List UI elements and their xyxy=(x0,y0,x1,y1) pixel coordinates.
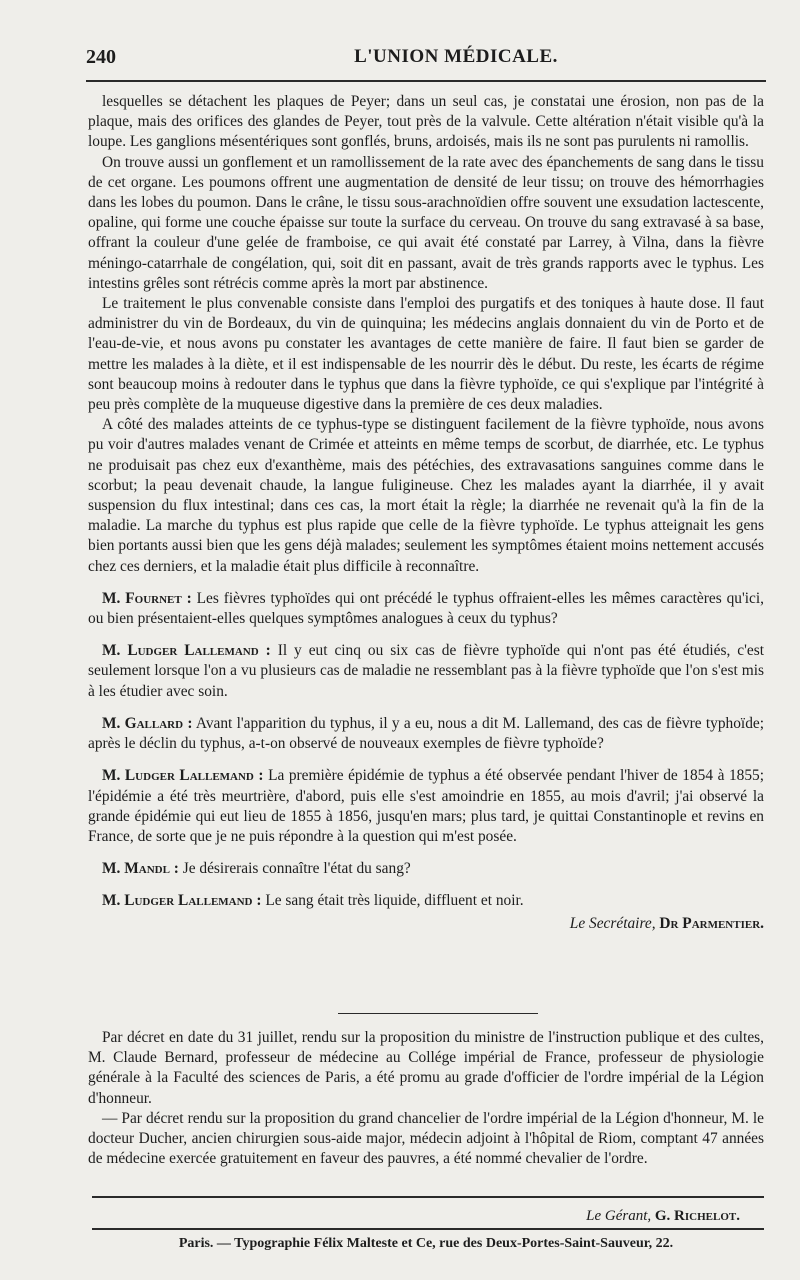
paragraph: lesquelles se détachent les plaques de Peyer; dans un seul cas, je constatai une érosion, non pas de la plaque, mais des orifices des glandes de Peyer, tout près de la valvule. Cette altération n'était visible qu'à la loupe. Les ganglions mésentériques sont gonflés, bruns, ardoisés, mais ils ne sont pas purulents ni ramollis. xyxy=(88,93,764,151)
page-number: 240 xyxy=(86,46,116,68)
journal-title: L'UNION MÉDICALE. xyxy=(354,46,558,67)
dialogue-text: Il y eut cinq ou six cas de fièvre typhoïde qui n'ont pas été étudiés, c'est seulement lorsque l'on a vu plusieurs cas de maladie ne ressemblant pas à la fièvre typhoïde que l'on s'est mis à les étudier avec soin. xyxy=(88,642,764,700)
speaker-name: M. Ludger Lallemand : xyxy=(102,642,271,660)
dialogue-entry xyxy=(88,714,764,754)
secretary-signature xyxy=(88,914,764,934)
speaker-name: M. Gallard : xyxy=(102,714,193,732)
dialogue-entry xyxy=(88,859,764,879)
gerant-name: G. Richelot. xyxy=(651,1208,740,1224)
dialogue-entry xyxy=(88,641,764,702)
decree-notices xyxy=(88,1028,764,1169)
speaker-name: M. Ludger Lallemand : xyxy=(102,767,264,785)
gerant-label: Le Gérant, xyxy=(586,1208,652,1224)
signature-role: Le Secrétaire, xyxy=(569,914,656,932)
gerant-line xyxy=(88,1208,740,1225)
dialogue-text: Je désirerais connaître l'état du sang? xyxy=(178,860,411,878)
header-rule xyxy=(86,80,766,82)
signature-name: Dr Parmentier. xyxy=(655,914,764,932)
dialogue-text: Le sang était très liquide, diffluent et noir. xyxy=(261,892,524,910)
paragraph: Le traitement le plus convenable consiste dans l'emploi des purgatifs et des toniques à haute dose. Il faut administrer du vin de Bordeaux, du vin de quinquina; les médecins anglais donnaient du vin de Porto et de l'eau-de-vie, et nous avons pu constater les avantages de cette manière de faire. Il faut bien se garder de mettre les malades à la diète, et il est indispensable de les nourrir dès le début. Du reste, les écarts de régime sont beaucoup moins à redouter dans le typhus que dans la fièvre typhoïde, ce qui s'explique par l'intégrité à peu près complète de la muqueuse digestive dans la première de ces deux maladies. xyxy=(88,295,764,414)
dialogue-text: Les fièvres typhoïdes qui ont précédé le typhus offraient-elles les mêmes caractères qu'ici, ou bien présentaient-elles quelques symptômes analogues à ceux du typhus? xyxy=(88,589,764,628)
dialogue-entry xyxy=(88,589,764,629)
decree-paragraph: Par décret en date du 31 juillet, rendu sur la proposition du ministre de l'instruction publique et des cultes, M. Claude Bernard, professeur de médecine au Collége impérial de France, professeur de physiologie générale à la Faculté des sciences de Paris, a été promu au grade d'officier de l'ordre impérial de la Légion d'honneur. xyxy=(88,1029,764,1107)
dialogue-entry xyxy=(88,891,764,911)
imprint-rule xyxy=(92,1228,764,1230)
speaker-name: M. Mandl : xyxy=(102,860,179,878)
decree-paragraph: — Par décret rendu sur la proposition du grand chancelier de l'ordre impérial de la Légion d'honneur, M. le docteur Ducher, ancien chirurgien sous-aide major, médecin adjoint à l'hôpital de Riom, comptant 47 années de médecine exercée gratuitement en faveur des pauvres, a été nommé chevalier de l'ordre. xyxy=(88,1109,764,1168)
article-body xyxy=(88,92,764,934)
dialogue-entry xyxy=(88,766,764,847)
dialogue-text: La première épidémie de typhus a été observée pendant l'hiver de 1854 à 1855; l'épidémie a été très meurtrière, d'abord, puis elle s'est amoindrie en 1855, au mois d'avril; j'ai observé la grande épidémie qui eut lieu de 1855 à 1856, jusqu'en mars; plus tard, je quittai Constantinople et revins en France, de sorte que je ne puis répondre à la question qui m'est posée. xyxy=(88,767,765,845)
speaker-name: M. Ludger Lallemand : xyxy=(102,892,262,910)
running-header xyxy=(86,44,766,74)
dialogue-text: Avant l'apparition du typhus, il y a eu, nous a dit M. Lallemand, des cas de fièvre typhoïde; après le déclin du typhus, a-t-on observé de nouveaux exemples de fièvre typhoïde? xyxy=(88,714,764,753)
speaker-name: M. Fournet : xyxy=(102,589,192,607)
paragraph: A côté des malades atteints de ce typhus-type se distinguent facilement de la fièvre typhoïde, nous avons pu voir d'autres malades venant de Crimée et atteints en même temps de scorbut, de diarrhée, etc. Le typhus ne produisait pas chez eux d'exanthème, mais des pétéchies, des extravasations sanguines comme dans le scorbut; la peau devenait chaude, la langue fuligineuse. Chez les malades ayant la diarrhée, il y avait suspension du flux intestinal; dans ces cas, la mort était la règle; la diarrhée ne revenait qu'à la fin de la maladie. La marche du typhus est plus rapide que celle de la fièvre typhoïde. Le typhus atteignait les gens bien portants aussi bien que les gens déjà malades; seulement les symptômes étaient moins nettement accusés chez ces derniers, et la maladie était plus difficile à reconnaître. xyxy=(88,416,764,575)
footer-rule xyxy=(92,1196,764,1198)
section-divider xyxy=(338,1013,538,1014)
printer-imprint: Paris. — Typographie Félix Malteste et Ce, rue des Deux-Portes-Saint-Sauveur, 22. xyxy=(178,1236,674,1251)
paragraph: On trouve aussi un gonflement et un ramollissement de la rate avec des épanchements de sang dans le tissu de cet organe. Les poumons offrent une augmentation de densité de leur tissu; on trouve des hémorrhagies dans les lobes du poumon. Dans le crâne, le tissu sous-arachnoïdien offre souvent une exsudation lactescente, opaline, qui forme une couche épaisse sur toute la surface du cerveau. On trouve du sang extravasé à sa base, offrant la couleur d'une gelée de framboise, ce qui avait été constaté par Larrey, à Vilna, dans la fièvre méningo-catarrhale de congélation, qui, soit dit en passant, avait de très grands rapports avec le typhus. Les intestins grêles sont rétrécis comme après la mort par abstinence. xyxy=(88,153,764,292)
